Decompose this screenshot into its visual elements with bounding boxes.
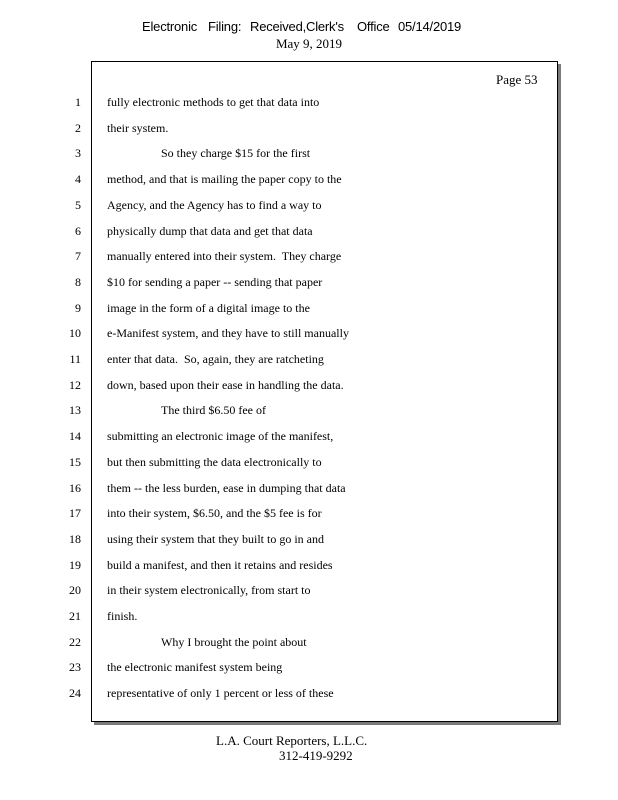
stamp-filing: Filing:: [208, 19, 242, 34]
line-text: build a manifest, and then it retains and resides: [107, 558, 333, 572]
line-text: fully electronic methods to get that data into: [107, 95, 320, 109]
line-number: 20: [69, 583, 81, 597]
line-text: them -- the less burden, ease in dumping that data: [107, 481, 346, 495]
line-text: Why I brought the point about: [161, 635, 307, 649]
line-number: 19: [69, 558, 81, 572]
line-text: into their system, $6.50, and the $5 fee is for: [107, 506, 322, 520]
line-text: e-Manifest system, and they have to still manually: [107, 326, 349, 340]
line-text: $10 for sending a paper -- sending that paper: [107, 275, 323, 289]
line-number: 14: [69, 429, 81, 443]
page-number: Page 53: [496, 72, 538, 87]
line-text: physically dump that data and get that data: [107, 224, 313, 238]
line-text: submitting an electronic image of the manifest,: [107, 429, 334, 443]
stamp-date: 05/14/2019: [398, 19, 462, 34]
line-number: 23: [69, 660, 81, 674]
line-number: 10: [69, 326, 81, 340]
line-text: down, based upon their ease in handling the data.: [107, 378, 344, 392]
footer-company: L.A. Court Reporters, L.L.C.: [216, 733, 368, 748]
line-number: 17: [69, 506, 81, 520]
line-number: 13: [69, 403, 81, 417]
line-number: 21: [69, 609, 81, 623]
line-number: 4: [75, 172, 81, 186]
line-number: 16: [69, 481, 81, 495]
line-number: 6: [75, 224, 81, 238]
line-text: Agency, and the Agency has to find a way to: [107, 198, 322, 212]
line-number: 24: [69, 686, 81, 700]
line-text: finish.: [107, 609, 138, 623]
line-text: their system.: [107, 121, 169, 135]
line-text: manually entered into their system. They charge: [107, 249, 342, 263]
line-text: using their system that they built to go in and: [107, 532, 324, 546]
line-number: 7: [75, 249, 81, 263]
stamp-electronic: Electronic: [142, 19, 198, 34]
line-number: 11: [69, 352, 81, 366]
line-number: 22: [69, 635, 81, 649]
line-number: 9: [75, 301, 81, 315]
line-number: 8: [75, 275, 81, 289]
line-text: method, and that is mailing the paper copy to the: [107, 172, 342, 186]
stamp-received-clerks: Received,Clerk's: [250, 19, 344, 34]
line-text: The third $6.50 fee of: [161, 403, 266, 417]
transcript-date: May 9, 2019: [275, 36, 343, 51]
line-number: 18: [69, 532, 81, 546]
stamp-office: Office: [357, 19, 390, 34]
line-text: image in the form of a digital image to the: [107, 301, 310, 315]
line-text: representative of only 1 percent or less of these: [107, 686, 334, 700]
line-number: 12: [69, 378, 81, 392]
line-text: the electronic manifest system being: [107, 660, 283, 674]
footer-phone: 312-419-9292: [279, 748, 353, 763]
line-number: 2: [75, 121, 81, 135]
line-number: 5: [75, 198, 81, 212]
line-text: So they charge $15 for the first: [161, 146, 311, 160]
line-number: 15: [69, 455, 81, 469]
line-number: 3: [75, 146, 81, 160]
line-text: enter that data. So, again, they are ratcheting: [107, 352, 324, 366]
line-number: 1: [75, 95, 81, 109]
line-text: but then submitting the data electronically to: [107, 455, 322, 469]
line-text: in their system electronically, from start to: [107, 583, 311, 597]
